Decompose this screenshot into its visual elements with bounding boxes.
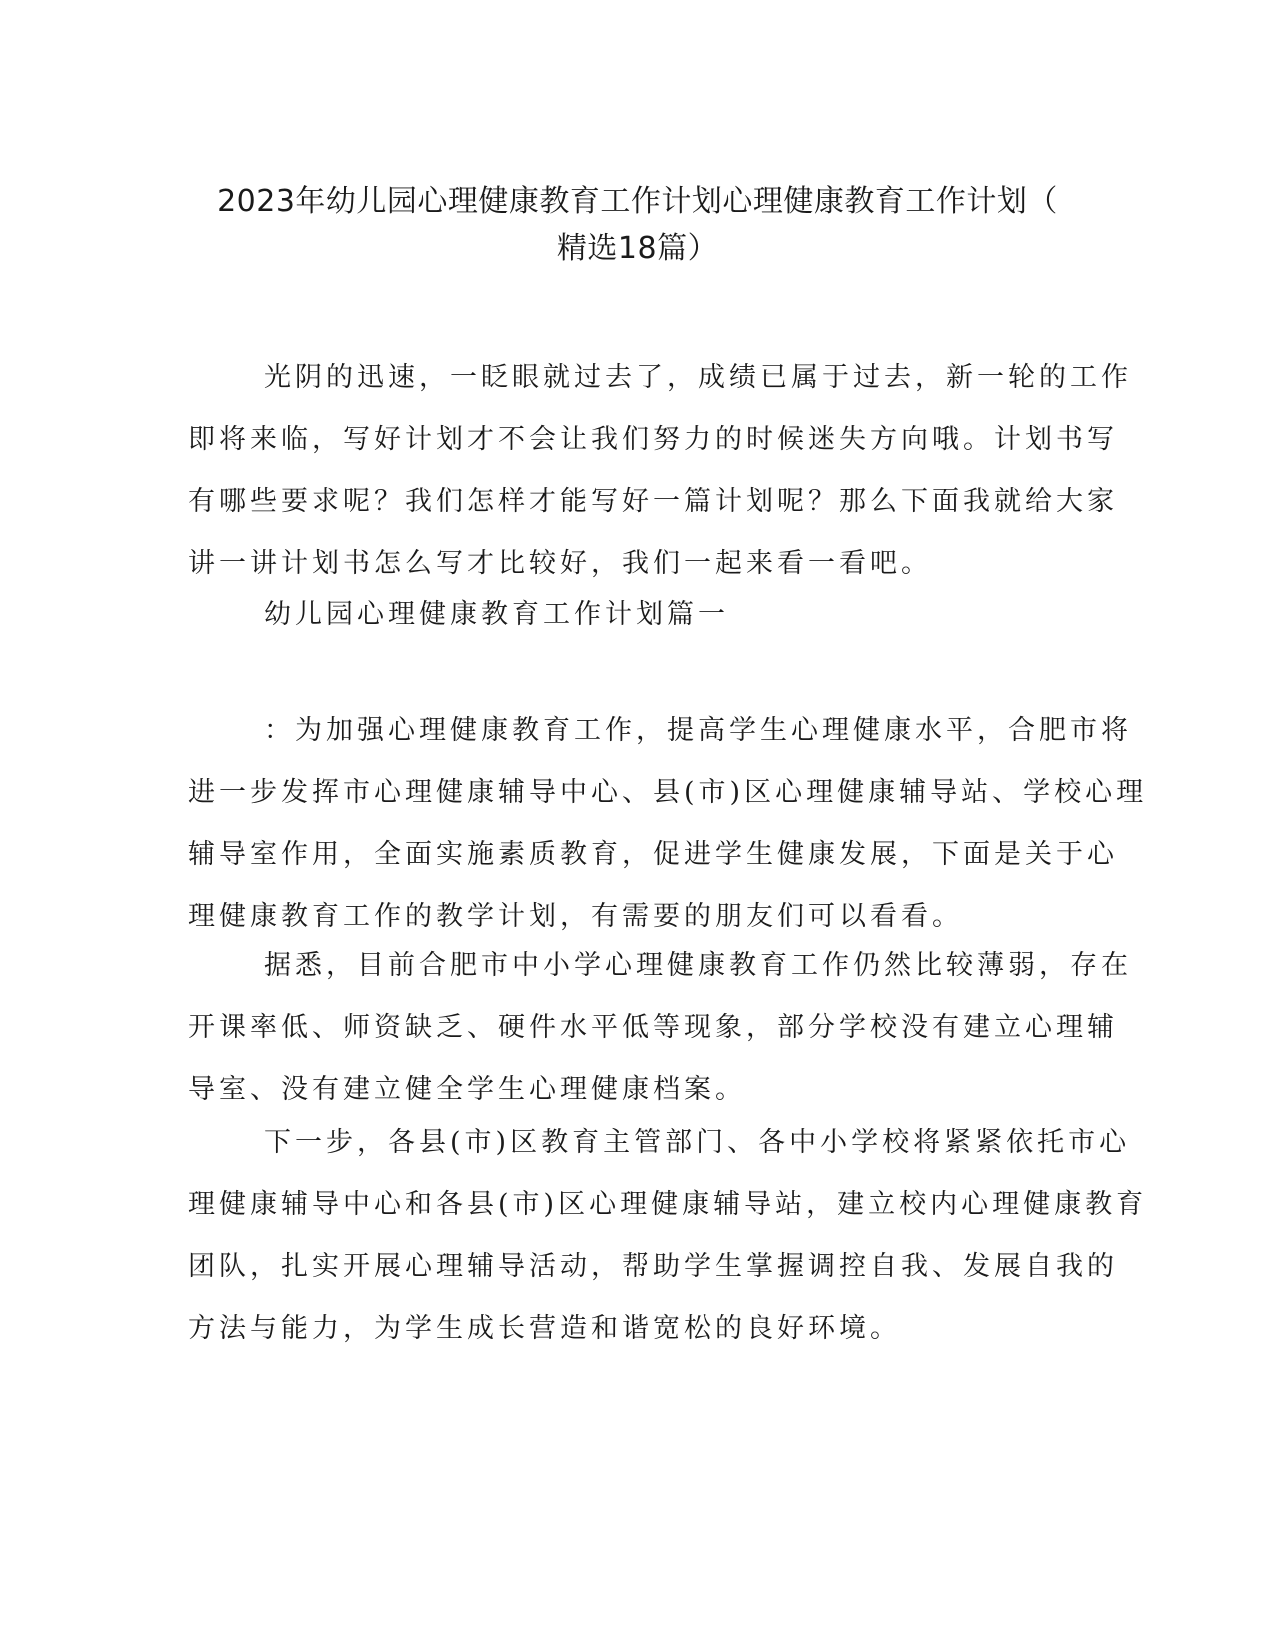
text-line: 理健康教育工作的教学计划，有需要的朋友们可以看看。 [188,901,963,932]
text-line: ：为加强心理健康教育工作，提高学生心理健康水平，合肥市将 [264,715,1132,746]
section-heading-text: 幼儿园心理健康教育工作计划篇一 [264,599,729,630]
title-line-2: 精选18篇） [556,231,719,266]
text-line: 即将来临，写好计划才不会让我们努力的时候迷失方向哦。计划书写 [188,424,1118,455]
paragraph-3 [188,1112,1148,1360]
paragraph-1 [188,700,1148,948]
text-line: 有哪些要求呢？我们怎样才能写好一篇计划呢？那么下面我就给大家 [188,486,1118,517]
text-line: 下一步，各县(市)区教育主管部门、各中小学校将紧紧依托市心 [264,1127,1131,1158]
text-line: 进一步发挥市心理健康辅导中心、县(市)区心理健康辅导站、学校心理 [188,777,1148,808]
intro-paragraph [188,347,1132,595]
text-line: 团队，扎实开展心理辅导活动，帮助学生掌握调控自我、发展自我的 [188,1251,1118,1282]
text-line: 讲一讲计划书怎么写才比较好，我们一起来看一看吧。 [188,548,932,579]
text-line: 导室、没有建立健全学生心理健康档案。 [188,1074,746,1105]
text-line: 开课率低、师资缺乏、硬件水平低等现象，部分学校没有建立心理辅 [188,1012,1118,1043]
page-title [150,178,1125,272]
text-line: 方法与能力，为学生成长营造和谐宽松的良好环境。 [188,1313,901,1344]
paragraph-2 [188,935,1132,1121]
text-line: 辅导室作用，全面实施素质教育，促进学生健康发展，下面是关于心 [188,839,1118,870]
text-line: 据悉，目前合肥市中小学心理健康教育工作仍然比较薄弱，存在 [264,950,1132,981]
text-line: 理健康辅导中心和各县(市)区心理健康辅导站，建立校内心理健康教育 [188,1189,1148,1220]
text-line: 光阴的迅速，一眨眼就过去了，成绩已属于过去，新一轮的工作 [264,362,1132,393]
section-heading [188,584,1088,646]
title-line-1: 2023年幼儿园心理健康教育工作计划心理健康教育工作计划（ [217,184,1058,219]
